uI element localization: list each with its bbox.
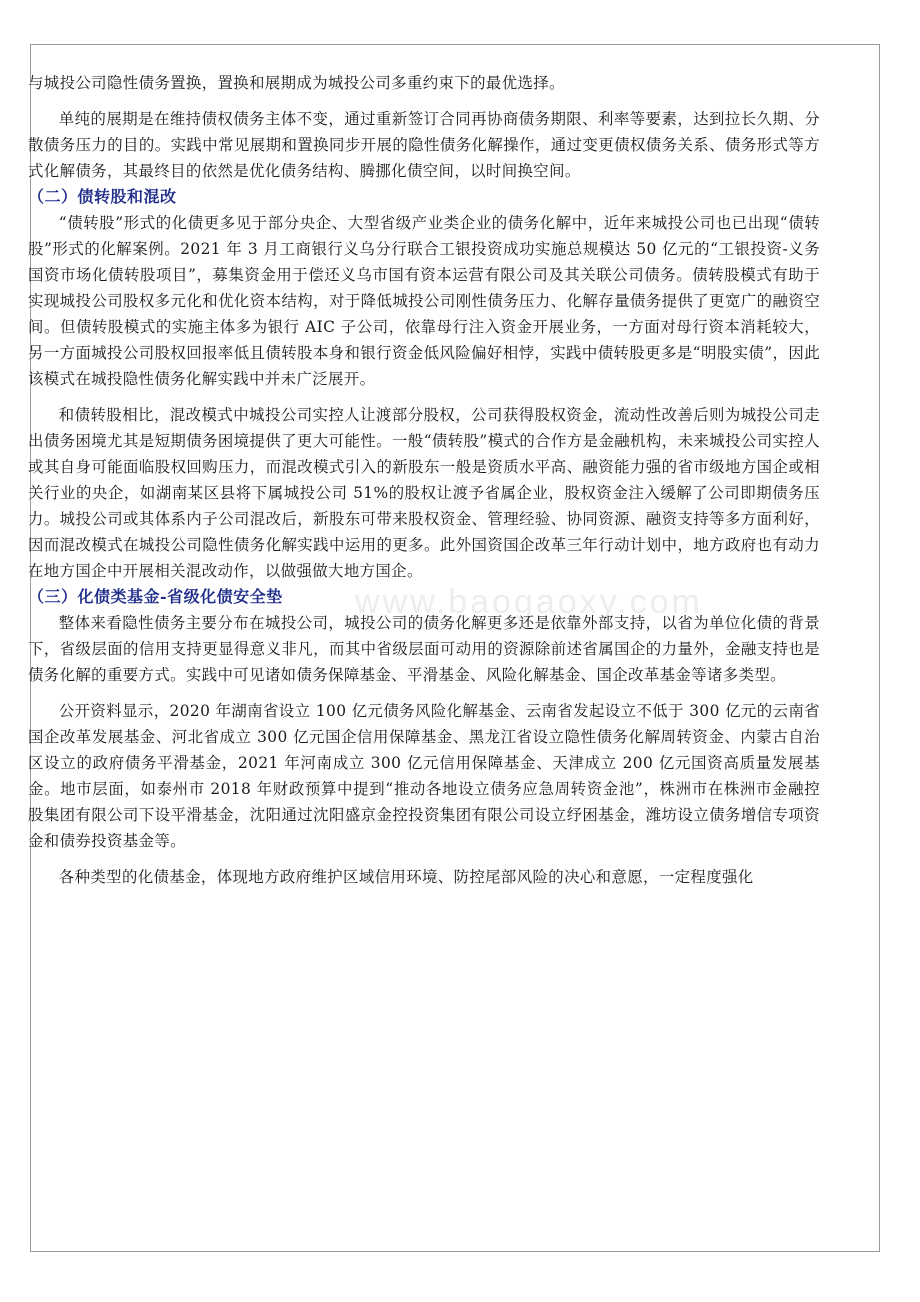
watermark: www.baogaoxy.com bbox=[355, 583, 703, 621]
paragraph-extension: 单纯的展期是在维持债权债务主体不变，通过重新签订合同再协商债务期限、利率等要素，达到拉长久期、分散债务压力的目的。实践中常见展期和置换同步开展的隐性债务化解操作，通过变更债权债务关系、债务形式等方式化解债务，其最终目的依然是优化债务结构、腾挪化债空间，以时间换空间。 bbox=[28, 110, 820, 180]
section-heading-debt-to-equity: （二）债转股和混改 bbox=[28, 187, 177, 206]
paragraph-continued: 与城投公司隐性债务置换，置换和展期成为城投公司多重约束下的最优选择。 bbox=[28, 74, 565, 92]
paragraph-fund-overview: 整体来看隐性债务主要分布在城投公司，城投公司的债务化解更多还是依靠外部支持，以省为单位化债的背景下，省级层面的信用支持更显得意义非凡，而其中省级层面可动用的资源除前述省属国企的力量外，金融支持也是债务化解的重要方式。实践中可见诸如债务保障基金、平滑基金、风险化解基金、国企改革基金等诸多类型。 bbox=[28, 614, 820, 684]
section-heading-debt-fund: （三）化债类基金-省级化债安全垫 bbox=[28, 587, 283, 606]
paragraph-mixed-reform: 和债转股相比，混改模式中城投公司实控人让渡部分股权，公司获得股权资金，流动性改善后则为城投公司走出债务困境尤其是短期债务困境提供了更大可能性。一般“债转股”模式的合作方是金融机构，未来城投公司实控人或其自身可能面临股权回购压力，而混改模式引入的新股东一般是资质水平高、融资能力强的省市级地方国企或相关行业的央企，如湖南某区县将下属城投公司 51%的股权让渡予省属企业，股权资金注入缓解了公司即期债务压力。城投公司或其体系内子公司混改后，新股东可带来股权资金、管理经验、协同资源、融资支持等多方面利好，因而混改模式在城投公司隐性债务化解实践中运用的更多。此外国资国企改革三年行动计划中，地方政府也有动力在地方国企中开展相关混改动作，以做强做大地方国企。 bbox=[28, 406, 820, 580]
paragraph-fund-examples: 公开资料显示，2020 年湖南省设立 100 亿元债务风险化解基金、云南省发起设立不低于 300 亿元的云南省国企改革发展基金、河北省成立 300 亿元国企信用保障基金、黑龙江省设立隐性债务化解周转资金、内蒙古自治区设立的政府债务平滑基金，2021 年河南成立 300 亿元信用保障基金、天津成立 200 亿元国资高质量发展基金。地市层面，如泰州市 2018 年财政预算中提到“推动各地设立债务应急周转资金池”，株洲市在株洲市金融控股集团有限公司下设平滑基金，沈阳通过沈阳盛京金控投资集团有限公司设立纾困基金，潍坊设立债务增信专项资金和债券投资基金等。 bbox=[28, 702, 820, 850]
document-body bbox=[28, 70, 820, 890]
paragraph-fund-summary: 各种类型的化债基金，体现地方政府维护区域信用环境、防控尾部风险的决心和意愿，一定程度强化 bbox=[58, 868, 754, 886]
paragraph-debt-to-equity: “债转股”形式的化债更多见于部分央企、大型省级产业类企业的债务化解中，近年来城投公司也已出现“债转股”形式的化解案例。2021 年 3 月工商银行义乌分行联合工银投资成功实施总规模达 50 亿元的“工银投资-义务国资市场化债转股项目”，募集资金用于偿还义乌市国有资本运营有限公司及其关联公司债务。债转股模式有助于实现城投公司股权多元化和优化资本结构，对于降低城投公司刚性债务压力、化解存量债务提供了更宽广的融资空间。但债转股模式的实施主体多为银行 AIC 子公司，依靠母行注入资金开展业务，一方面对母行资本消耗较大，另一方面城投公司股权回报率低且债转股本身和银行资金低风险偏好相悖，实践中债转股更多是“明股实债”，因此该模式在城投隐性债务化解实践中并未广泛展开。 bbox=[28, 214, 820, 388]
